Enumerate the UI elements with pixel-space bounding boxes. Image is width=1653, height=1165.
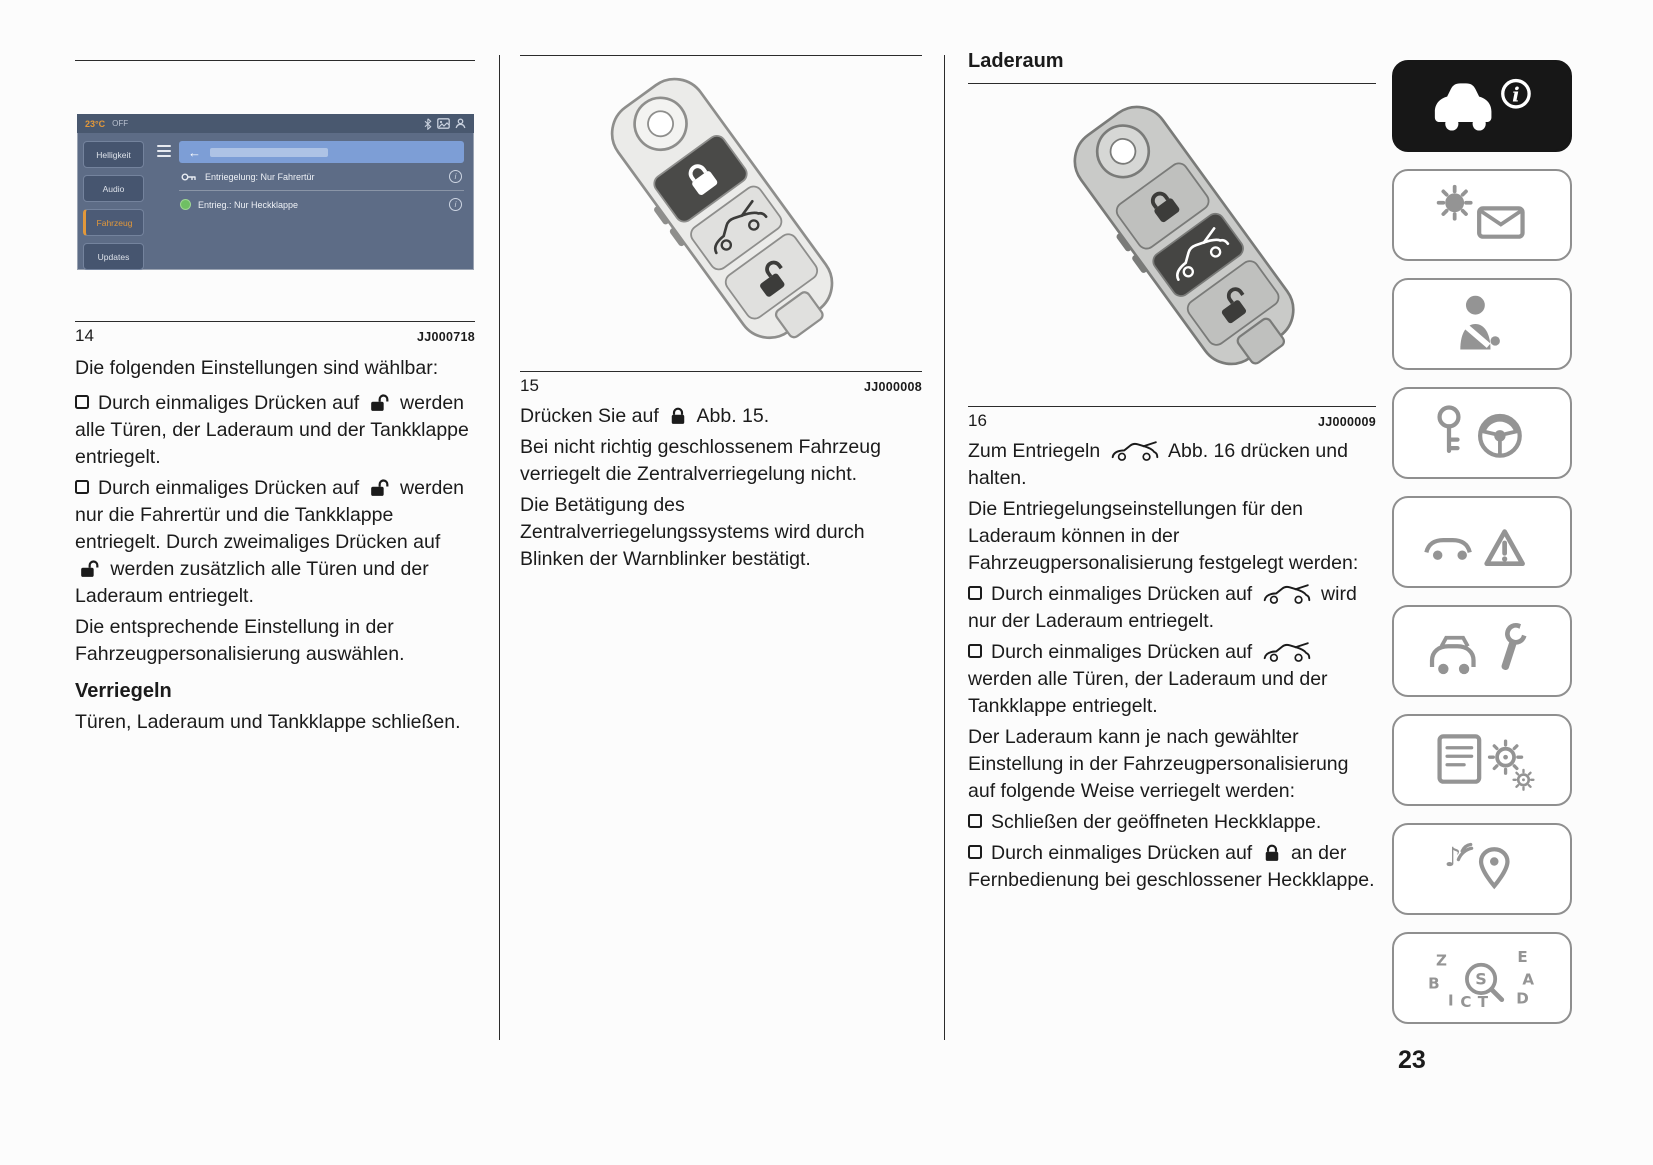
gallery-icon xyxy=(437,118,450,129)
screen-menu xyxy=(77,133,149,270)
sidebar-item-multimedia[interactable] xyxy=(1392,823,1572,915)
unlock-icon xyxy=(369,393,391,413)
figure-14-caption xyxy=(75,321,475,346)
screen-setting-row xyxy=(179,191,464,218)
paragraph xyxy=(968,438,1376,492)
lock-icon xyxy=(668,406,688,426)
hamburger-menu-icon xyxy=(149,133,179,270)
bullet-text: Durch einmaliges Drücken auf xyxy=(991,641,1253,663)
column1-top-rule xyxy=(75,60,475,61)
list-gears-icon xyxy=(1416,727,1548,793)
bullet-text: werden alle Türen, der Laderaum und der Tankklappe entriegelt. xyxy=(75,392,469,468)
column1-text xyxy=(75,355,475,740)
bullet-text: an der Fernbedienung bei geschlossener Heckklappe. xyxy=(968,842,1375,891)
sidebar-item-technical-data[interactable] xyxy=(1392,714,1572,806)
figure-15-key-fob xyxy=(555,62,895,366)
unlock-icon xyxy=(79,559,101,579)
off-label: OFF xyxy=(112,119,129,128)
bullet-item xyxy=(968,581,1376,635)
bullet-text: Durch einmaliges Drücken auf xyxy=(98,477,360,499)
open-trunk-icon xyxy=(1110,441,1160,461)
column2-top-rule xyxy=(520,55,922,56)
page-number: 23 xyxy=(1398,1046,1426,1074)
sidebar-item-servicing[interactable] xyxy=(1392,605,1572,697)
setting-label: Entriegelung: Nur Fahrertür xyxy=(205,171,315,182)
sidebar-item-safety[interactable] xyxy=(1392,278,1572,370)
bullet-text: wird nur der Laderaum entriegelt. xyxy=(968,583,1357,632)
screen-menu-fahrzeug: Fahrzeug xyxy=(83,209,144,236)
paragraph: Bei nicht richtig geschlossenem Fahrzeug verriegelt die Zentralverriegelung nicht. xyxy=(520,436,881,485)
column3-text xyxy=(968,438,1376,898)
figure-14-infotainment-screenshot xyxy=(77,114,474,270)
column-3 xyxy=(968,0,1376,1165)
paragraph: Türen, Laderaum und Tankklappe schließen. xyxy=(75,711,461,733)
figure-16-caption xyxy=(968,406,1376,431)
svg-text:Z: Z xyxy=(1435,951,1447,970)
bullet-text: werden alle Türen, der Laderaum und der Tankklappe entriegelt. xyxy=(968,668,1328,717)
sidebar-item-starting-driving[interactable] xyxy=(1392,387,1572,479)
bullet-text: werden nur die Fahrertür und die Tankklappe entriegelt. Durch zweimaliges Drücken auf xyxy=(75,477,465,553)
screen-menu-updates: Updates xyxy=(83,243,144,270)
text-run: Abb. 15. xyxy=(696,405,770,427)
sidebar-item-vehicle-info[interactable] xyxy=(1392,60,1572,152)
key-steering-wheel-icon xyxy=(1416,400,1548,466)
square-bullet-icon xyxy=(75,480,89,494)
svg-text:T: T xyxy=(1477,993,1489,1011)
square-bullet-icon xyxy=(968,644,982,658)
vehicle-info-icon xyxy=(1416,73,1548,139)
safety-belt-icon xyxy=(1416,291,1548,357)
setting-label: Entrieg.: Nur Heckklappe xyxy=(198,199,299,210)
bullet-text: Schließen der geöffneten Heckklappe. xyxy=(991,811,1322,833)
profile-icon xyxy=(455,118,466,129)
info-icon: i xyxy=(449,198,462,211)
screen-menu-audio: Audio xyxy=(83,175,144,202)
column2-text xyxy=(520,403,922,577)
svg-text:S: S xyxy=(1475,969,1487,989)
bullet-text: werden zusätzlich alle Türen und der Laderaum entriegelt. xyxy=(75,558,429,607)
text-run: Drücken Sie auf xyxy=(520,405,659,427)
square-bullet-icon xyxy=(968,814,982,828)
heading-rule xyxy=(968,83,1376,84)
key-icon xyxy=(181,172,197,182)
back-arrow-icon: ← xyxy=(188,144,201,160)
text-run: Zum Entriegeln xyxy=(968,440,1101,462)
column-divider-2 xyxy=(944,55,945,1040)
car-wrench-icon xyxy=(1416,618,1548,684)
screen-title-row xyxy=(179,141,464,163)
figure-15-caption xyxy=(520,371,922,396)
paragraph: Die entsprechende Einstellung in der Fahrzeugpersonalisierung auswählen. xyxy=(75,616,405,665)
alphabetical-index-icon xyxy=(1416,945,1548,1011)
column-divider-1 xyxy=(499,55,500,1040)
screen-status-bar xyxy=(77,114,474,133)
column-1 xyxy=(75,0,475,1165)
square-bullet-icon xyxy=(75,395,89,409)
open-trunk-icon xyxy=(1262,584,1312,604)
figure-number: 15 xyxy=(520,376,539,395)
figure-16-key-fob xyxy=(1018,90,1356,392)
square-bullet-icon xyxy=(968,586,982,600)
svg-text:I: I xyxy=(1448,991,1454,1010)
bullet-text: Durch einmaliges Drücken auf xyxy=(991,842,1253,864)
figure-number: 16 xyxy=(968,411,987,430)
bullet-item xyxy=(75,390,475,471)
screen-menu-helligkeit: Helligkeit xyxy=(83,141,144,168)
text-run: Abb. 16 drücken und halten. xyxy=(968,440,1348,489)
paragraph xyxy=(520,403,922,430)
warning-triangle-car-icon xyxy=(1416,509,1548,575)
paragraph: Die Entriegelungseinstellungen für den Laderaum können in der Fahrzeugpersonalisierung festgelegt werden: xyxy=(968,498,1359,574)
paragraph: Der Laderaum kann je nach gewählter Einstellung in der Fahrzeugpersonalisierung auf folgende Weise verriegelt werden: xyxy=(968,726,1349,802)
open-trunk-icon xyxy=(1262,642,1312,662)
svg-text:B: B xyxy=(1428,974,1440,993)
bullet-item xyxy=(968,809,1376,836)
svg-text:i: i xyxy=(1512,82,1520,107)
info-icon: i xyxy=(449,170,462,183)
section-heading-laderaum: Laderaum xyxy=(968,50,1064,72)
figure-code: JJ000009 xyxy=(1317,415,1376,429)
svg-text:D: D xyxy=(1516,989,1529,1008)
figure-number: 14 xyxy=(75,326,94,345)
svg-text:♪: ♪ xyxy=(1444,842,1462,874)
status-icons xyxy=(424,118,466,130)
temperature-reading: 23°C xyxy=(85,118,106,129)
screen-setting-row xyxy=(179,163,464,191)
instrument-panel-icon xyxy=(1416,182,1548,248)
square-bullet-icon xyxy=(968,845,982,859)
paragraph: Die Betätigung des Zentralverriegelungssystems wird durch Blinken der Warnblinker bestätigt. xyxy=(520,494,865,570)
lock-icon xyxy=(1262,843,1282,863)
bullet-item xyxy=(75,475,475,610)
svg-text:C: C xyxy=(1460,993,1472,1011)
figure-code: JJ000008 xyxy=(863,380,922,394)
bluetooth-icon xyxy=(424,118,432,130)
column-2 xyxy=(520,0,922,1165)
bullet-item xyxy=(968,840,1376,894)
bullet-item xyxy=(968,639,1376,720)
unlock-icon xyxy=(369,478,391,498)
sidebar-item-instrument-panel[interactable] xyxy=(1392,169,1572,261)
multimedia-icon xyxy=(1416,836,1548,902)
paragraph: Die folgenden Einstellungen sind wählbar: xyxy=(75,357,439,379)
bullet-text: Durch einmaliges Drücken auf xyxy=(991,583,1253,605)
svg-text:A: A xyxy=(1522,970,1535,989)
bullet-text: Durch einmaliges Drücken auf xyxy=(98,392,360,414)
svg-text:E: E xyxy=(1517,947,1528,966)
figure-code: JJ000718 xyxy=(416,330,475,344)
screen-title-placeholder xyxy=(210,148,328,157)
sidebar-item-emergency[interactable] xyxy=(1392,496,1572,588)
section-heading-verriegeln: Verriegeln xyxy=(75,680,172,702)
sidebar-item-alphabetical-index[interactable] xyxy=(1392,932,1572,1024)
status-dot-icon xyxy=(181,200,190,209)
